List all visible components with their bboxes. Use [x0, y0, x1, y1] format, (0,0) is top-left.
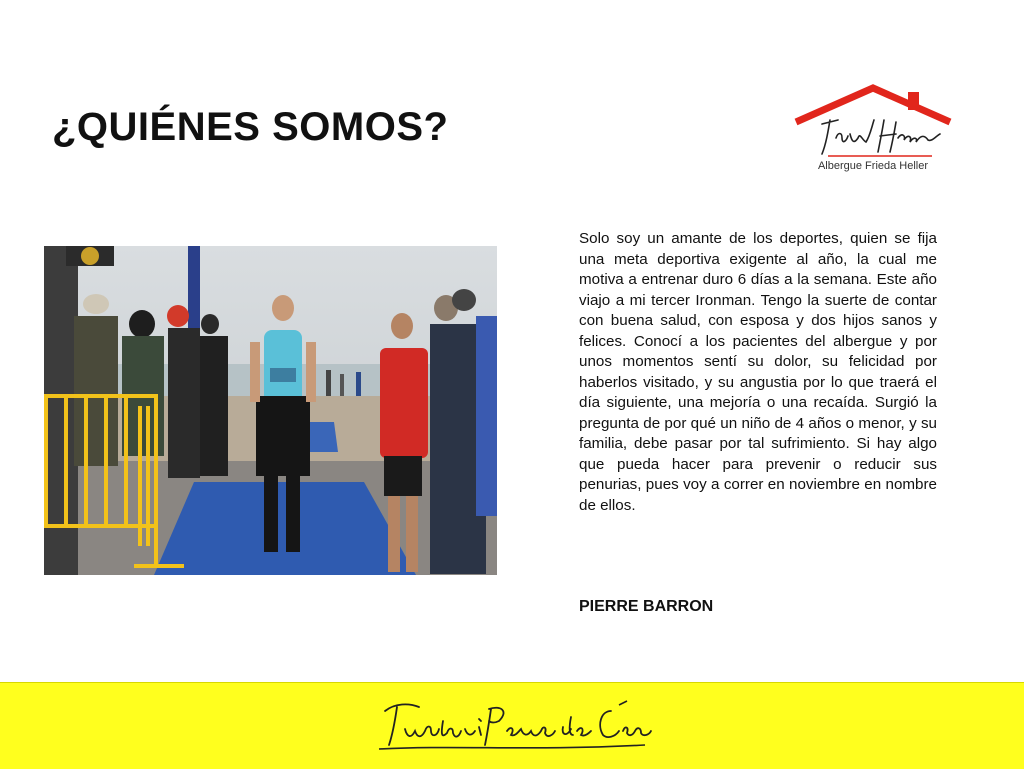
triathlon-photo	[44, 246, 497, 575]
logo-caption: Albergue Frieda Heller	[817, 160, 929, 172]
athlete-photo-illustration	[44, 246, 497, 575]
testimonial-text: Solo soy un amante de los deportes, quien se fija una meta deportiva exigente al año, la cual me motiva a entrenar duro 6 días a la semana. Este año viajo a mi tercer Ironman. Tengo la suerte de contar con buena salud, con esposa y dos hijos sanos y felices. Conocí a los pacientes del albergue y por unos momentos sentí su dolor, su felicidad por haberlos visitado, y su angustia por lo que traerá el día siguiente, una mejoría o una recaída. Surgió la pregunta de por qué un niño de 4 años o menor, y su familia, debe pasar por tal sufrimiento. Si hay algo que pueda hacer para prevenir o reducir sus penurias, pues voy a correr en noviembre en nombre de ellos.	[579, 230, 937, 514]
author-name: PIERRE BARRON	[579, 598, 714, 615]
albergue-logo	[792, 82, 954, 178]
footer-band	[0, 682, 1024, 769]
house-roof-icon	[792, 82, 954, 162]
slide-title: ¿QUIÉNES SOMOS?	[52, 105, 449, 149]
fundacion-signature-logo	[375, 691, 655, 757]
